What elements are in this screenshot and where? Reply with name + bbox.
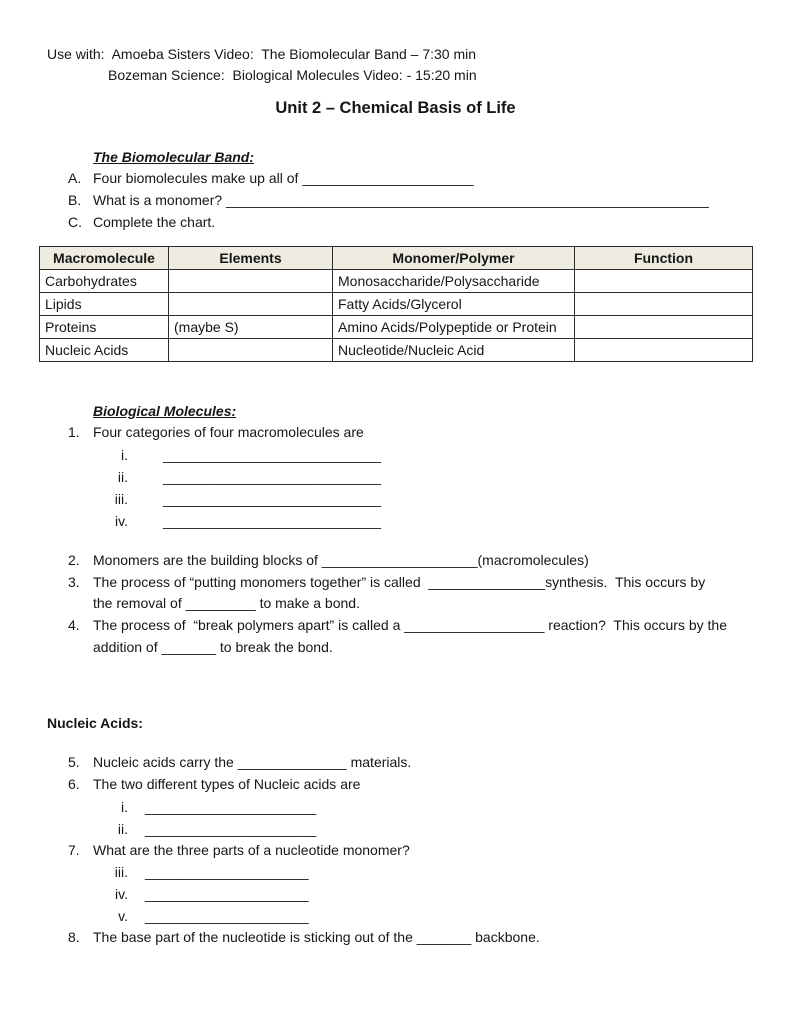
bio-section-heading: Biological Molecules:	[93, 403, 237, 419]
item-text: Monomers are the building blocks of ____________________(macromolecules)	[93, 551, 589, 568]
answer-blank: ____________________________	[163, 468, 382, 485]
band-section-heading: The Biomolecular Band:	[93, 149, 255, 165]
item-label: A.	[68, 170, 82, 186]
item-label: C.	[68, 213, 82, 230]
cell-macromolecule: Lipids	[40, 293, 169, 316]
cell-macromolecule: Proteins	[40, 316, 169, 339]
cell-macromolecule: Nucleic Acids	[40, 339, 169, 362]
item-text: What is a monomer? ______________________________________________________________	[93, 191, 709, 208]
cell-monomer-polymer: Amino Acids/Polypeptide or Protein	[333, 316, 575, 339]
answer-blank: ____________________________	[163, 512, 382, 529]
item-text: addition of _______ to break the bond.	[93, 638, 333, 655]
column-header-function: Function	[575, 247, 753, 270]
use-with-line1: Use with: Amoeba Sisters Video: The Biomolecular Band – 7:30 min	[47, 46, 477, 62]
q1-sub-iv	[68, 510, 778, 532]
cell-monomer-polymer: Monosaccharide/Polysaccharide	[333, 270, 575, 293]
answer-blank: _____________________	[145, 908, 309, 925]
question-1	[68, 422, 778, 444]
list-item-a	[68, 168, 768, 190]
table-row	[40, 270, 753, 293]
q1-sub-iii	[68, 488, 778, 510]
item-label	[68, 593, 93, 615]
column-header-elements: Elements	[169, 247, 333, 270]
roman-label: ii.	[117, 468, 128, 485]
item-text: The base part of the nucleotide is sticking out of the _______ backbone.	[93, 929, 540, 946]
roman-label: v.	[118, 908, 128, 925]
roman-label: iii.	[114, 864, 128, 881]
page-title: Unit 2 – Chemical Basis of Life	[275, 99, 516, 117]
item-label	[68, 637, 93, 659]
answer-blank: ____________________________	[163, 490, 382, 507]
macromolecule-chart-table	[39, 246, 753, 362]
item-label: 4.	[68, 617, 80, 634]
cell-function	[575, 316, 753, 339]
cell-function	[575, 293, 753, 316]
question-6	[68, 774, 778, 796]
q7-sub-iii	[68, 861, 778, 883]
roman-label: iv.	[115, 886, 128, 903]
cell-elements: (maybe S)	[169, 316, 333, 339]
q6-sub-ii	[68, 818, 778, 840]
question-5	[68, 752, 778, 774]
item-text: Four categories of four macromolecules are	[93, 424, 364, 440]
nucleic-acids-section	[68, 752, 778, 949]
use-with-line2: Bozeman Science: Biological Molecules Video: - 15:20 min	[108, 67, 477, 83]
roman-label: i.	[121, 446, 128, 463]
q7-sub-iv	[68, 883, 778, 905]
question-7	[68, 840, 778, 862]
item-text: Nucleic acids carry the ______________ materials.	[93, 754, 412, 770]
cell-function	[575, 270, 753, 293]
question-8	[68, 927, 778, 949]
roman-label: i.	[121, 798, 128, 815]
biomolecular-band-section	[68, 146, 768, 233]
answer-blank: _____________________	[145, 886, 309, 903]
answer-blank: ______________________	[145, 820, 317, 837]
cell-elements	[169, 293, 333, 316]
cell-monomer-polymer: Fatty Acids/Glycerol	[333, 293, 575, 316]
table-row	[40, 339, 753, 362]
question-4	[68, 615, 778, 637]
item-label: 2.	[68, 551, 80, 568]
use-with-note	[47, 44, 477, 86]
table-row	[40, 316, 753, 339]
cell-elements	[169, 270, 333, 293]
item-label: 5.	[68, 754, 80, 770]
item-label: 3.	[68, 573, 80, 590]
table-header-row	[40, 247, 753, 270]
cell-macromolecule: Carbohydrates	[40, 270, 169, 293]
column-header-monomer-polymer: Monomer/Polymer	[333, 247, 575, 270]
question-3-continued	[68, 593, 778, 615]
answer-blank: ____________________________	[163, 446, 382, 463]
question-2	[68, 550, 778, 572]
column-header-macromolecule: Macromolecule	[40, 247, 169, 270]
item-text: The process of “putting monomers together” is called _______________synthesis. This occurs by	[93, 573, 706, 590]
item-label: 6.	[68, 775, 80, 792]
biological-molecules-section	[68, 400, 778, 659]
item-text: The process of “break polymers apart” is called a __________________ reaction? This occurs by the	[93, 617, 727, 634]
roman-label: iii.	[114, 490, 128, 507]
item-label: 1.	[68, 424, 80, 440]
q1-sub-ii	[68, 466, 778, 488]
item-label: 8.	[68, 929, 80, 946]
question-3	[68, 572, 778, 594]
cell-elements	[169, 339, 333, 362]
nucleic-acids-heading: Nucleic Acids:	[47, 715, 143, 731]
item-label: B.	[68, 191, 82, 208]
q7-sub-v	[68, 905, 778, 927]
q1-sub-i	[68, 444, 778, 466]
item-text: What are the three parts of a nucleotide monomer?	[93, 841, 410, 858]
item-text: the removal of _________ to make a bond.	[93, 595, 360, 612]
answer-blank: ______________________	[145, 798, 317, 815]
answer-blank: _____________________	[145, 864, 309, 881]
question-4-continued	[68, 637, 778, 659]
item-text: Four biomolecules make up all of ______________________	[93, 170, 474, 186]
cell-monomer-polymer: Nucleotide/Nucleic Acid	[333, 339, 575, 362]
q6-sub-i	[68, 796, 778, 818]
item-text: The two different types of Nucleic acids are	[93, 775, 361, 792]
roman-label: iv.	[115, 512, 128, 529]
cell-function	[575, 339, 753, 362]
item-label: 7.	[68, 841, 80, 858]
table-row	[40, 293, 753, 316]
item-text: Complete the chart.	[93, 213, 216, 230]
list-item-b	[68, 190, 768, 212]
roman-label: ii.	[117, 820, 128, 837]
list-item-c	[68, 212, 768, 234]
